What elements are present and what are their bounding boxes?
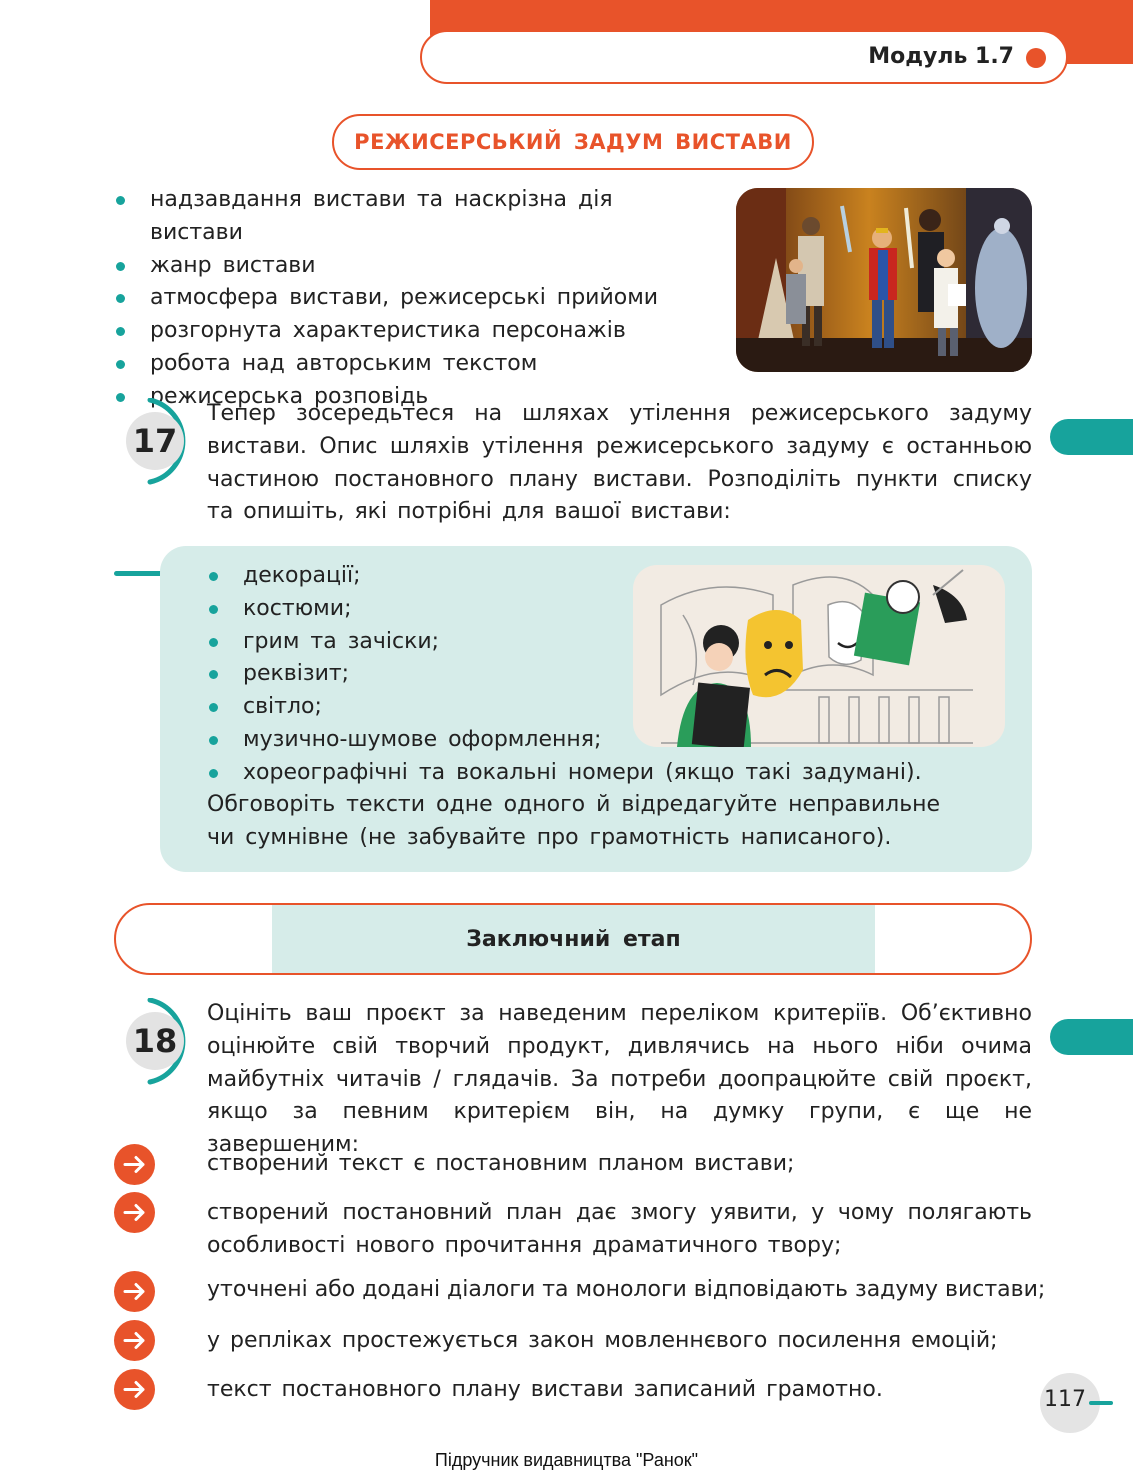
theatre-photo <box>736 188 1032 372</box>
list-item: жанр вистави <box>114 250 714 283</box>
stage-title: Заключний етап <box>272 905 875 975</box>
materials-list <box>207 560 987 790</box>
task-number: 17 <box>126 412 184 470</box>
task-18-text: Оцініть ваш проєкт за наведеним переліком критеріїв. Об’єктивно оцінюйте свій творчий продукт, дивлячись на нього ніби очима майбутніх читачів / глядачів. За потреби доопрацюйте свій проєкт, якщо за певним критерієм він, на думку групи, є ще не завершеним: <box>207 1001 1032 1158</box>
list-item: режисерська розповідь <box>114 381 714 414</box>
box-note: Обговоріть тексти одне одного й відредагуйте неправильне чи сумнівне (не забувайте про грамотність написаного). <box>207 792 941 850</box>
module-pill <box>420 30 1068 84</box>
list-item: грим та зачіски; <box>207 626 987 659</box>
footer-publisher: Підручник видавництва "Ранок" <box>434 1450 699 1470</box>
arrow-right-icon <box>114 1369 155 1410</box>
criterion-text: створений постановний план дає змогу уявити, у чому полягають особливості нового прочитання драматичного твору; <box>207 1200 1032 1258</box>
task-18-badge <box>120 998 200 1078</box>
side-tab-marker <box>1050 419 1133 455</box>
criterion-text: уточнені або додані діалоги та монологи відповідають задуму вистави; <box>207 1277 1046 1302</box>
task-17-text: Тепер зосередьтеся на шляхах утілення режисерського задуму вистави. Опис шляхів утілення режисерського задуму є останньою частиною постановного плану вистави. Розподіліть пункти списку та опишіть, які потрібні для вашої вистави: <box>207 401 1032 525</box>
module-label: Модуль 1.7 <box>868 44 1014 69</box>
arrow-right-icon <box>114 1144 155 1185</box>
list-item: розгорнута характеристика персонажів <box>114 315 714 348</box>
list-item: світло; <box>207 691 987 724</box>
criterion-text: текст постановного плану вистави записаний грамотно. <box>207 1377 883 1402</box>
arrow-right-icon <box>114 1271 155 1312</box>
list-item: робота над авторським текстом <box>114 348 714 381</box>
list-item: надзавдання вистави та наскрізна дія вистави <box>114 184 714 250</box>
task-17-badge <box>120 398 200 478</box>
section-title: РЕЖИСЕРСЬКИЙ ЗАДУМ ВИСТАВИ <box>332 114 814 170</box>
arrow-right-icon <box>114 1192 155 1233</box>
list-item: атмосфера вистави, режисерські прийоми <box>114 282 714 315</box>
list-item: музично-шумове оформлення; <box>207 724 987 757</box>
arrow-right-icon <box>114 1320 155 1361</box>
list-item: декорації; <box>207 560 987 593</box>
side-tab-marker <box>1050 1019 1133 1055</box>
top-bullet-list <box>114 184 714 414</box>
list-item: костюми; <box>207 593 987 626</box>
module-dot-icon <box>1026 48 1046 68</box>
list-item: реквізит; <box>207 658 987 691</box>
criterion-text: у репліках простежується закон мовленнєвого посилення емоцій; <box>207 1328 998 1353</box>
task-number: 18 <box>126 1012 184 1070</box>
stage-banner <box>114 903 1032 975</box>
list-item: хореографічні та вокальні номери (якщо такі задумані). <box>207 757 987 790</box>
criterion-text: створений текст є постановним планом вистави; <box>207 1151 795 1176</box>
page-number: 117 <box>1044 1387 1086 1412</box>
page-number-line <box>1089 1401 1113 1405</box>
